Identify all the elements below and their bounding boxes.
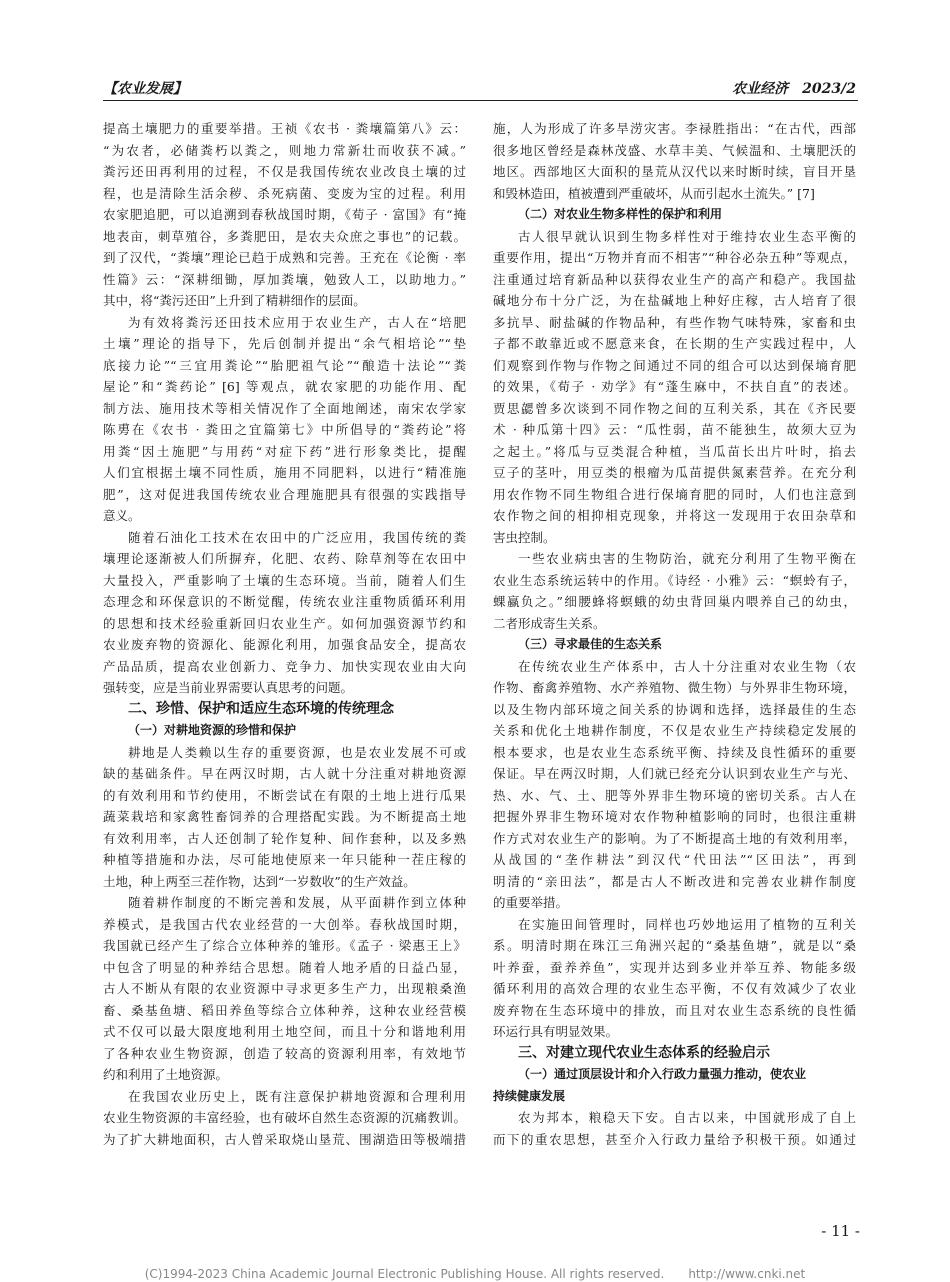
text-line: 关系和优化土地耕作制度，不仅是农业生产持续稳定发展的	[493, 723, 856, 738]
text-line: 约和利用了土地资源。	[103, 1067, 229, 1082]
text-line: 程，也是清除生活余秽、杀死病菌、变废为宝的过程。利用	[103, 185, 466, 201]
text-line: 保证。早在两汉时期，人们就已经充分认识到农业生产与光、	[493, 766, 856, 781]
text-line: 叶养蚕，蚕养养鱼”，实现并达到多业并举互养、物能多级	[493, 959, 856, 975]
text-line: 农业废弃物的资源化、能源化利用，加强食品安全，提高农	[103, 637, 466, 652]
text-line: 随着石油化工技术在农田中的广泛应用，我国传统的粪	[128, 529, 466, 545]
text-line: 土地，种上两至三茬作物，达到“一岁数收”的生产效益。	[103, 873, 416, 889]
text-line: 废弃物在生态环境中的排放，而且对农业生态系统的良性循	[493, 1002, 856, 1018]
text-line: 到了汉代，“粪壤”理论已趋于成熟和完善。王充在《论衡 · 率	[103, 250, 466, 265]
text-line: 农业生态系统运转中的作用。《诗经 · 小雅》云：“螟蛉有子，	[493, 572, 856, 588]
section-heading: 三、对建立现代农业生态体系的经验启示	[518, 1044, 770, 1061]
left-column	[103, 118, 466, 1150]
text-line: 用粪“因土施肥”与用药“对症下药”进行形象类比，提醒	[103, 443, 466, 459]
text-line: 环运行具有明显效果。	[493, 1024, 619, 1039]
text-line: 作方式对农业生产的影响。为了不断提高土地的有效利用率，	[493, 830, 856, 846]
text-line: 热、水、气、土、肥等外界非生物环境的密切关系。古人在	[493, 787, 856, 803]
text-line: 制方法、施用技术等相关情况作了全面地阐述，南宋农学家	[103, 400, 466, 416]
text-line: 用农作物不同生物组合进行保墒育肥的同时，人们也注意到	[493, 486, 856, 502]
text-line: 为了扩大耕地面积，古人曾采取烧山垦荒、围湖造田等极端措	[103, 1131, 466, 1147]
text-line: 的思想和技术经验重新回归农业生产。如何加强资源节约和	[103, 615, 466, 631]
text-line: 式不仅可以最大限度地利用土地空间，而且十分和谐地利用	[103, 1024, 466, 1039]
text-line: 农为邦本，粮稳天下安。自古以来，中国就形成了自上	[518, 1110, 856, 1125]
text-line: 碱地分布十分广泛，为在盐碱地上种好庄稼，古人培育了很	[493, 293, 856, 308]
text-line: 屋论”和“粪药论” [6] 等观点，就农家肥的功能作用、配	[103, 379, 466, 394]
text-line: 豆子的茎叶，用豆类的根瘤为瓜苗提供氮素营养。在充分利	[493, 465, 856, 480]
text-line: 们观察到作物与作物之间通过不同的组合可以达到保墒育肥	[493, 357, 856, 373]
text-line: 一些农业病虫害的生物防治，就充分利用了生物平衡在	[518, 551, 856, 566]
text-line: 肥”，这对促进我国传统农业合理施肥具有很强的实践指导	[103, 486, 466, 502]
section-header: 【农业发展】	[103, 81, 187, 97]
text-line: 农作物之间的相抑相克现象，并将这一发现用于农田杂草和	[493, 508, 856, 523]
text-line: 的效果，《荀子 · 劝学》有“蓬生麻中，不扶自直”的表述。	[493, 379, 856, 394]
text-line: 态理念和环保意识的不断觉醒，传统农业注重物质循环利用	[103, 594, 466, 609]
text-line: 地表亩，刺草殖谷，多粪肥田，是农夫众庶之事也”的记载。	[103, 228, 466, 244]
text-line: 性篇》云：“深耕细锄，厚加粪壤，勉致人工，以助地力。”	[103, 271, 466, 287]
text-line: 粪污还田再利用的过程，不仅是我国传统农业改良土壤的过	[103, 164, 466, 179]
text-line: 重要作用，提出“万物并育而不相害”“种谷必杂五种”等观点，	[493, 250, 856, 265]
text-line: 的重要举措。	[493, 895, 569, 910]
text-line: 养模式，是我国古代农业经营的一大创举。春秋战国时期，	[103, 916, 466, 932]
text-line: 缺的基础条件。早在两汉时期，古人就十分注重对耕地资源	[103, 766, 466, 781]
text-line: 根本要求，也是农业生态系统平衡、持续及良性循环的重要	[493, 744, 856, 760]
text-line: 而下的重农思想，甚至介入行政力量给予积极干预。如通过	[493, 1131, 856, 1147]
text-line: 在传统农业生产体系中，古人十分注重对农业生物（农	[518, 658, 856, 674]
text-line: 农家肥追肥，可以追溯到春秋战国时期，《荀子 · 富国》有“掩	[103, 207, 466, 222]
text-line: “为农者，必储粪朽以粪之，则地力常新壮而收获不减。”	[103, 142, 466, 158]
text-line: 为有效将粪污还田技术应用于农业生产，古人在“培肥	[128, 314, 466, 330]
right-column	[493, 118, 856, 1150]
text-line: 地区。西部地区大面积的垦荒从汉代以来时断时续，盲目开垦	[493, 164, 856, 179]
text-line: 和毁林造田，植被遭到严重破坏，从而引起水土流失。” [7]	[493, 185, 815, 201]
subsection-heading: （三）寻求最佳的生态关系	[518, 637, 663, 651]
text-line: 古人不断从有限的农业资源中寻求更多生产力，出现粮桑渔	[103, 981, 466, 996]
text-line: 在实施田间管理时，同样也巧妙地运用了植物的互利关	[518, 916, 856, 932]
text-line: 的有效利用和节约使用，不断尝试在有限的土地上进行瓜果	[103, 787, 466, 803]
text-line: 术 · 种瓜第十四》云：“瓜性弱，苗不能独生，故须大豆为	[493, 422, 856, 437]
text-line: 人们宜根据土壤不同性质，施用不同肥料，以进行“精准施	[103, 465, 466, 480]
text-line: 多抗旱、耐盐碱的作物品种，有些作物气味特殊，家畜和虫	[493, 314, 856, 330]
subsection-heading: （一）通过顶层设计和介入行政力量强力推动，使农业	[518, 1067, 807, 1081]
subsection-heading: （一）对耕地资源的珍惜和保护	[128, 723, 297, 737]
text-line: 贾思勰曾多次谈到不同作物之间的互利关系，其在《齐民要	[493, 400, 856, 416]
text-line: 作物、畜禽养殖物、水产养殖物、微生物）与外界非生物环境，	[493, 680, 856, 695]
text-line: 陈旉在《农书 · 粪田之宜篇第七》中所倡导的“粪药论”将	[103, 422, 466, 437]
text-line: 很多地区曾经是森林茂盛、水草丰美、气候温和、土壤肥沃的	[493, 142, 856, 158]
page-number: - 11 -	[821, 1222, 860, 1240]
subsection-heading: 持续健康发展	[493, 1088, 566, 1103]
header-rule	[103, 100, 858, 101]
text-line: 把握外界非生物环境对农作物种植影响的同时，也很注重耕	[493, 809, 856, 824]
text-line: 古人很早就认识到生物多样性对于维持农业生态平衡的	[518, 228, 856, 244]
text-line: 底接力论”“三宜用粪论”“胎肥祖气论”“酿造十法论”“粪	[103, 357, 466, 373]
text-line: 注重通过培育新品种以获得农业生产的高产和稳产。我国盐	[493, 271, 856, 287]
text-line: 其中，将“粪污还田”上升到了精耕细作的层面。	[103, 293, 366, 308]
text-line: 子都不敢靠近或不愿意来食，在长期的生产实践过程中，人	[493, 336, 856, 351]
text-line: 农业生物资源的丰富经验，也有破坏自然生态资源的沉痛教训。	[103, 1110, 466, 1125]
text-line: 提高土壤肥力的重要举措。王祯《农书 · 粪壤篇第八》云：	[103, 121, 466, 136]
text-line: 有效利用率，古人还创制了轮作复种、间作套种，以及多熟	[103, 830, 466, 846]
text-line: 从战国的“垄作耕法”到汉代“代田法”“区田法”，再到	[493, 852, 856, 867]
copyright-footer: (C)1994-2023 China Academic Journal Electronic Publishing House. All rights reserved. http://www.cnki.net	[144, 1267, 806, 1281]
journal-header: 农业经济 2023/2	[732, 81, 856, 97]
text-line: 种植等措施和办法，尽可能地使原来一年只能种一茬庄稼的	[103, 852, 466, 867]
text-line: 害虫控制。	[493, 529, 556, 545]
section-heading: 二、珍惜、保护和适应生态环境的传统理念	[128, 700, 394, 717]
text-line: 施，人为形成了许多旱涝灾害。李禄胜指出：“在古代，西部	[493, 121, 856, 136]
text-line: 畜、桑基鱼塘、稻田养鱼等综合立体种养，这种农业经营模	[103, 1002, 466, 1018]
text-line: 产品品质，提高农业创新力、竞争力、加快实现农业由大向	[103, 658, 466, 674]
text-line: 之起土。”将瓜与豆类混合种植，当瓜苗长出片叶时，掐去	[493, 443, 856, 459]
text-line: 随着耕作制度的不断完善和发展，从平面耕作到立体种	[128, 895, 466, 910]
text-line: 蜾蠃负之。”细腰蜂将螟蛾的幼虫背回巢内喂养自己的幼虫，	[493, 594, 856, 609]
text-line: 循环利用的高效合理的农业生态平衡，不仅有效减少了农业	[493, 981, 856, 996]
text-line: 明清的“亲田法”，都是古人不断改进和完善农业耕作制度	[493, 873, 856, 889]
text-line: 意义。	[103, 508, 141, 523]
text-line: 系。明清时期在珠江三角洲兴起的“桑基鱼塘”，就是以“桑	[493, 938, 856, 953]
text-line: 土壤”理论的指导下，先后创制并提出“余气相培论”“垫	[103, 336, 466, 351]
text-line: 以及生物内部环境之间关系的协调和选择，选择最佳的生态	[493, 701, 856, 717]
text-line: 蔬菜栽培和家禽牲畜饲养的合理搭配实践。为不断提高土地	[103, 809, 466, 824]
subsection-heading: （二）对农业生物多样性的保护和利用	[518, 207, 723, 221]
text-line: 了各种农业生物资源，创造了较高的资源利用率，有效地节	[103, 1045, 466, 1061]
text-line: 在我国农业历史上，既有注意保护耕地资源和合理利用	[128, 1088, 466, 1104]
text-line: 我国就已经产生了综合立体种养的雏形。《孟子 · 梁惠王上》	[103, 938, 466, 953]
text-line: 耕地是人类赖以生存的重要资源，也是农业发展不可或	[128, 744, 466, 760]
text-line: 大量投入，严重影响了土壤的生态环境。当前，随着人们生	[103, 572, 466, 588]
text-line: 中包含了明显的种养结合思想。随着人地矛盾的日益凸显，	[103, 959, 466, 975]
text-line: 壤理论逐渐被人们所摒弃，化肥、农药、除草剂等在农田中	[103, 551, 466, 566]
text-line: 强转变，应是当前业界需要认真思考的问题。	[103, 680, 354, 695]
text-line: 二者形成寄生关系。	[493, 615, 606, 631]
